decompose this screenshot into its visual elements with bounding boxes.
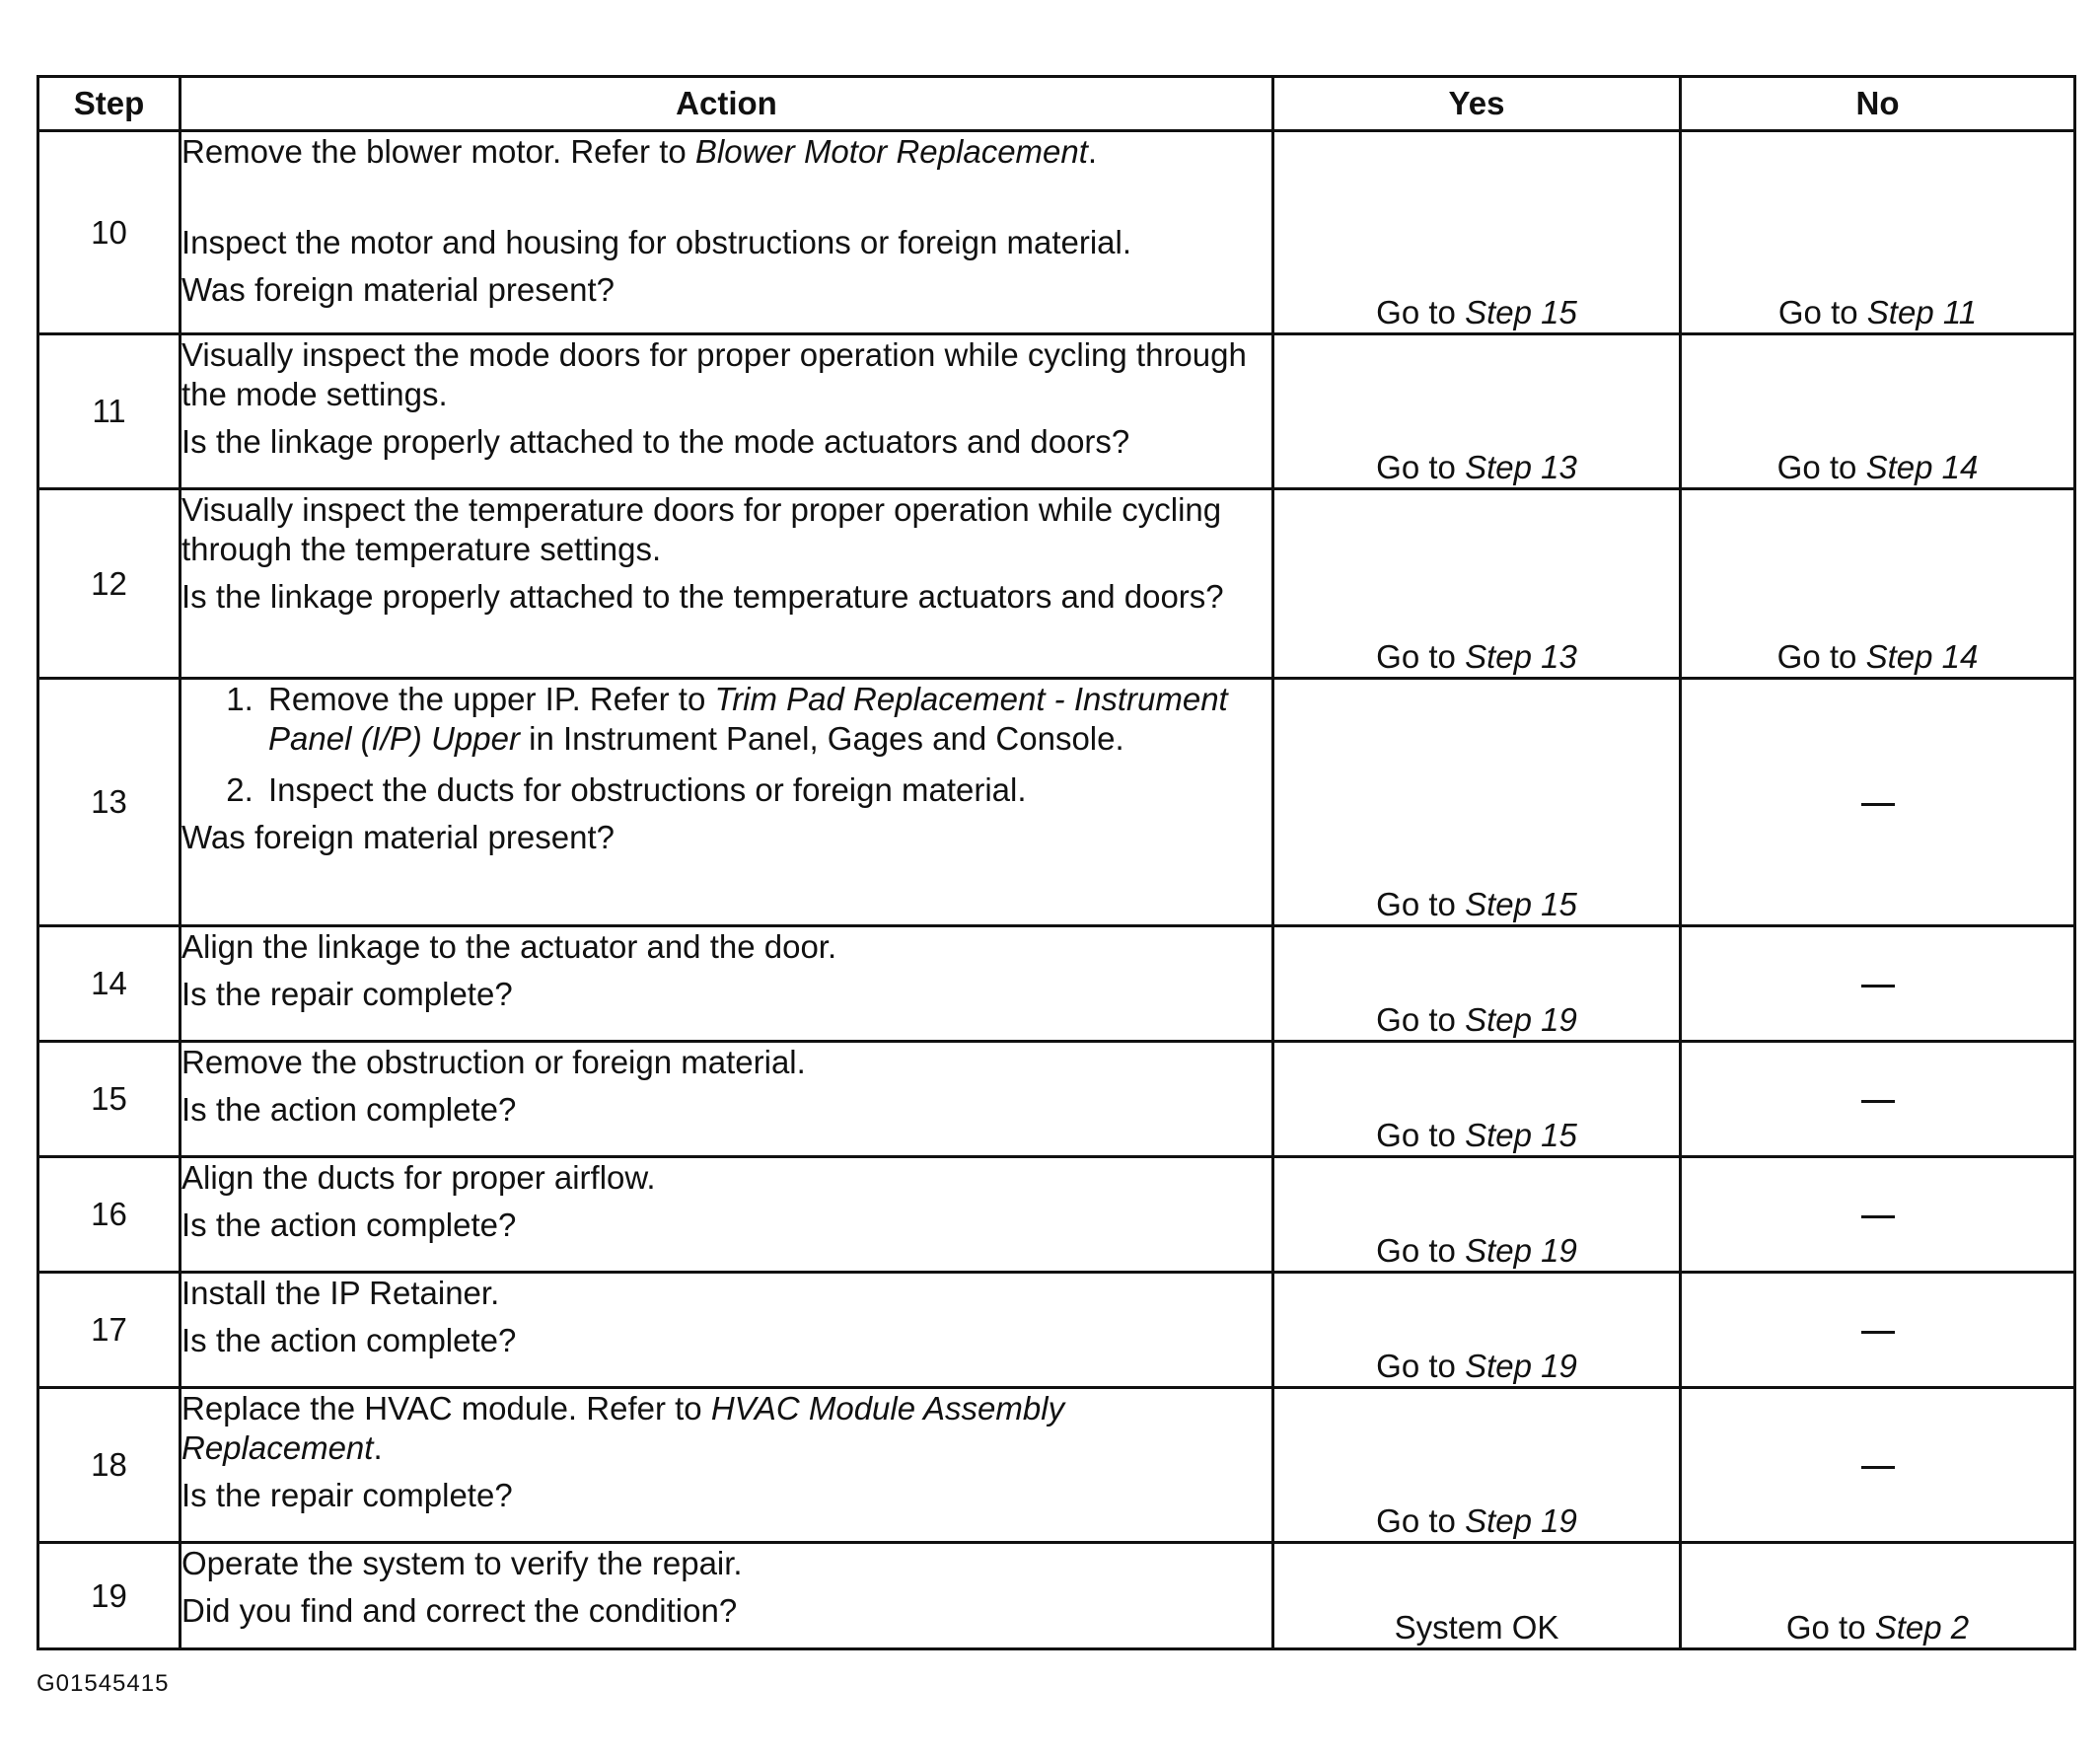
column-header-step: Step	[38, 77, 181, 131]
action-text: Operate the system to verify the repair.	[181, 1545, 743, 1581]
system-ok-text: System OK	[1394, 1609, 1559, 1646]
header-row	[38, 77, 2075, 131]
action-cell	[181, 1273, 1273, 1388]
question-text: Did you find and correct the condition?	[181, 1592, 738, 1629]
reference-link[interactable]: Trim Pad Replacement - Instrument Panel (I/P) Upper	[268, 681, 1228, 757]
action-cell	[181, 489, 1273, 679]
step-number: 17	[38, 1273, 181, 1388]
action-cell	[181, 1042, 1273, 1157]
table-row-step-10	[38, 131, 2075, 334]
no-cell	[1681, 679, 2075, 926]
yes-cell	[1273, 1042, 1681, 1157]
go-to-prefix: Go to	[1376, 449, 1466, 485]
go-to-prefix: Go to	[1777, 294, 1867, 330]
column-header-action: Action	[181, 77, 1273, 131]
go-to-prefix: Go to	[1376, 1001, 1466, 1038]
step-reference-link[interactable]: Step 15	[1465, 294, 1577, 330]
question-text: Was foreign material present?	[181, 271, 615, 308]
action-text: Align the linkage to the actuator and the door.	[181, 928, 837, 965]
question-text: Is the linkage properly attached to the mode actuators and doors?	[181, 423, 1130, 460]
no-cell	[1681, 334, 2075, 489]
inspect-text: Inspect the motor and housing for obstructions or foreign material.	[181, 224, 1132, 260]
step-number: 11	[38, 334, 181, 489]
yes-cell	[1273, 334, 1681, 489]
action-cell	[181, 679, 1273, 926]
question-text: Is the action complete?	[181, 1091, 517, 1128]
question-text: Is the repair complete?	[181, 1477, 513, 1513]
question-text: Is the repair complete?	[181, 976, 513, 1012]
go-to-prefix: Go to	[1376, 1348, 1466, 1384]
no-cell	[1681, 1273, 2075, 1388]
action-text	[181, 1389, 1271, 1468]
action-cell	[181, 334, 1273, 489]
reference-link[interactable]: HVAC Module Assembly Replacement	[181, 1390, 1065, 1466]
step-number: 16	[38, 1157, 181, 1273]
go-to-prefix: Go to	[1376, 1502, 1466, 1539]
table-row-step-12	[38, 489, 2075, 679]
step-reference-link[interactable]: Step 13	[1465, 638, 1577, 675]
question-text: Is the action complete?	[181, 1322, 517, 1358]
figure-id: G01545415	[36, 1670, 170, 1697]
go-to-prefix: Go to	[1776, 449, 1866, 485]
step-number: 18	[38, 1388, 181, 1543]
step-reference-link[interactable]: Step 15	[1465, 1117, 1577, 1153]
go-to-prefix: Go to	[1776, 638, 1866, 675]
list-item	[262, 680, 1271, 759]
go-to-prefix: Go to	[1376, 638, 1466, 675]
not-applicable-dash	[1861, 985, 1895, 988]
action-text: Visually inspect the mode doors for proper operation while cycling through the mode settings.	[181, 336, 1247, 412]
action-text-prefix: Remove the blower motor. Refer to	[181, 133, 695, 170]
table-row-step-19	[38, 1543, 2075, 1649]
table-row-step-17	[38, 1273, 2075, 1388]
step-reference-link[interactable]: Step 14	[1865, 449, 1979, 485]
no-cell	[1681, 489, 2075, 679]
action-cell	[181, 926, 1273, 1042]
table-row-step-14	[38, 926, 2075, 1042]
step-reference-link[interactable]: Step 14	[1865, 638, 1979, 675]
action-cell	[181, 1543, 1273, 1649]
action-text-suffix: .	[1087, 133, 1098, 170]
no-cell	[1681, 1388, 2075, 1543]
go-to-prefix: Go to	[1376, 1232, 1466, 1269]
list-item: 2. Inspect the ducts for obstructions or foreign material.	[262, 770, 1271, 810]
column-header-no: No	[1681, 77, 2075, 131]
step-reference-link[interactable]: Step 15	[1465, 886, 1577, 922]
step-reference-link[interactable]: Step 19	[1465, 1232, 1577, 1269]
step-number: 12	[38, 489, 181, 679]
go-to-prefix: Go to	[1785, 1609, 1875, 1646]
step-reference-link[interactable]: Step 11	[1866, 294, 1978, 330]
go-to-prefix: Go to	[1376, 294, 1466, 330]
yes-cell	[1273, 1157, 1681, 1273]
yes-cell	[1273, 489, 1681, 679]
action-cell	[181, 1388, 1273, 1543]
no-cell	[1681, 1042, 2075, 1157]
list-item-suffix: in Instrument Panel, Gages and Console.	[519, 720, 1124, 757]
go-to-prefix: Go to	[1376, 1117, 1466, 1153]
action-text: Align the ducts for proper airflow.	[181, 1159, 656, 1196]
go-to-prefix: Go to	[1376, 886, 1466, 922]
action-cell	[181, 131, 1273, 334]
diagnostic-table-container	[36, 75, 2073, 1650]
step-number: 10	[38, 131, 181, 334]
question-text: Was foreign material present?	[181, 819, 615, 855]
step-number: 19	[38, 1543, 181, 1649]
yes-cell	[1273, 1543, 1681, 1649]
action-text	[181, 132, 1271, 172]
reference-link[interactable]: Blower Motor Replacement	[694, 133, 1088, 170]
step-number: 15	[38, 1042, 181, 1157]
yes-cell	[1273, 679, 1681, 926]
not-applicable-dash	[1861, 1100, 1895, 1103]
action-text-suffix: .	[373, 1429, 383, 1466]
no-cell	[1681, 131, 2075, 334]
no-cell	[1681, 926, 2075, 1042]
yes-cell	[1273, 1388, 1681, 1543]
table-row-step-16	[38, 1157, 2075, 1273]
step-reference-link[interactable]: Step 19	[1465, 1001, 1577, 1038]
table-row-step-13	[38, 679, 2075, 926]
numbered-list	[181, 680, 1271, 810]
not-applicable-dash	[1861, 1331, 1895, 1334]
diagnostic-table	[36, 75, 2076, 1650]
yes-cell	[1273, 1273, 1681, 1388]
table-row-step-15	[38, 1042, 2075, 1157]
column-header-yes: Yes	[1273, 77, 1681, 131]
no-cell	[1681, 1543, 2075, 1649]
step-number: 13	[38, 679, 181, 926]
action-text: Visually inspect the temperature doors for proper operation while cycling through the temperature settings.	[181, 491, 1222, 567]
yes-cell	[1273, 131, 1681, 334]
no-cell	[1681, 1157, 2075, 1273]
not-applicable-dash	[1861, 803, 1895, 806]
question-text: Is the linkage properly attached to the temperature actuators and doors?	[181, 578, 1224, 615]
question-text: Is the action complete?	[181, 1207, 517, 1243]
action-cell	[181, 1157, 1273, 1273]
table-row-step-18	[38, 1388, 2075, 1543]
step-reference-link[interactable]: Step 19	[1465, 1348, 1577, 1384]
action-text: Install the IP Retainer.	[181, 1275, 500, 1311]
yes-cell	[1273, 926, 1681, 1042]
step-reference-link[interactable]: Step 19	[1465, 1502, 1577, 1539]
table-row-step-11	[38, 334, 2075, 489]
action-text: Remove the obstruction or foreign material.	[181, 1044, 806, 1080]
list-item-prefix: Remove the upper IP. Refer to	[268, 681, 715, 717]
action-text-prefix: Replace the HVAC module. Refer to	[181, 1390, 711, 1427]
step-reference-link[interactable]: Step 13	[1465, 449, 1577, 485]
step-reference-link[interactable]: Step 2	[1874, 1609, 1970, 1646]
not-applicable-dash	[1861, 1215, 1895, 1218]
not-applicable-dash	[1861, 1466, 1895, 1469]
step-number: 14	[38, 926, 181, 1042]
